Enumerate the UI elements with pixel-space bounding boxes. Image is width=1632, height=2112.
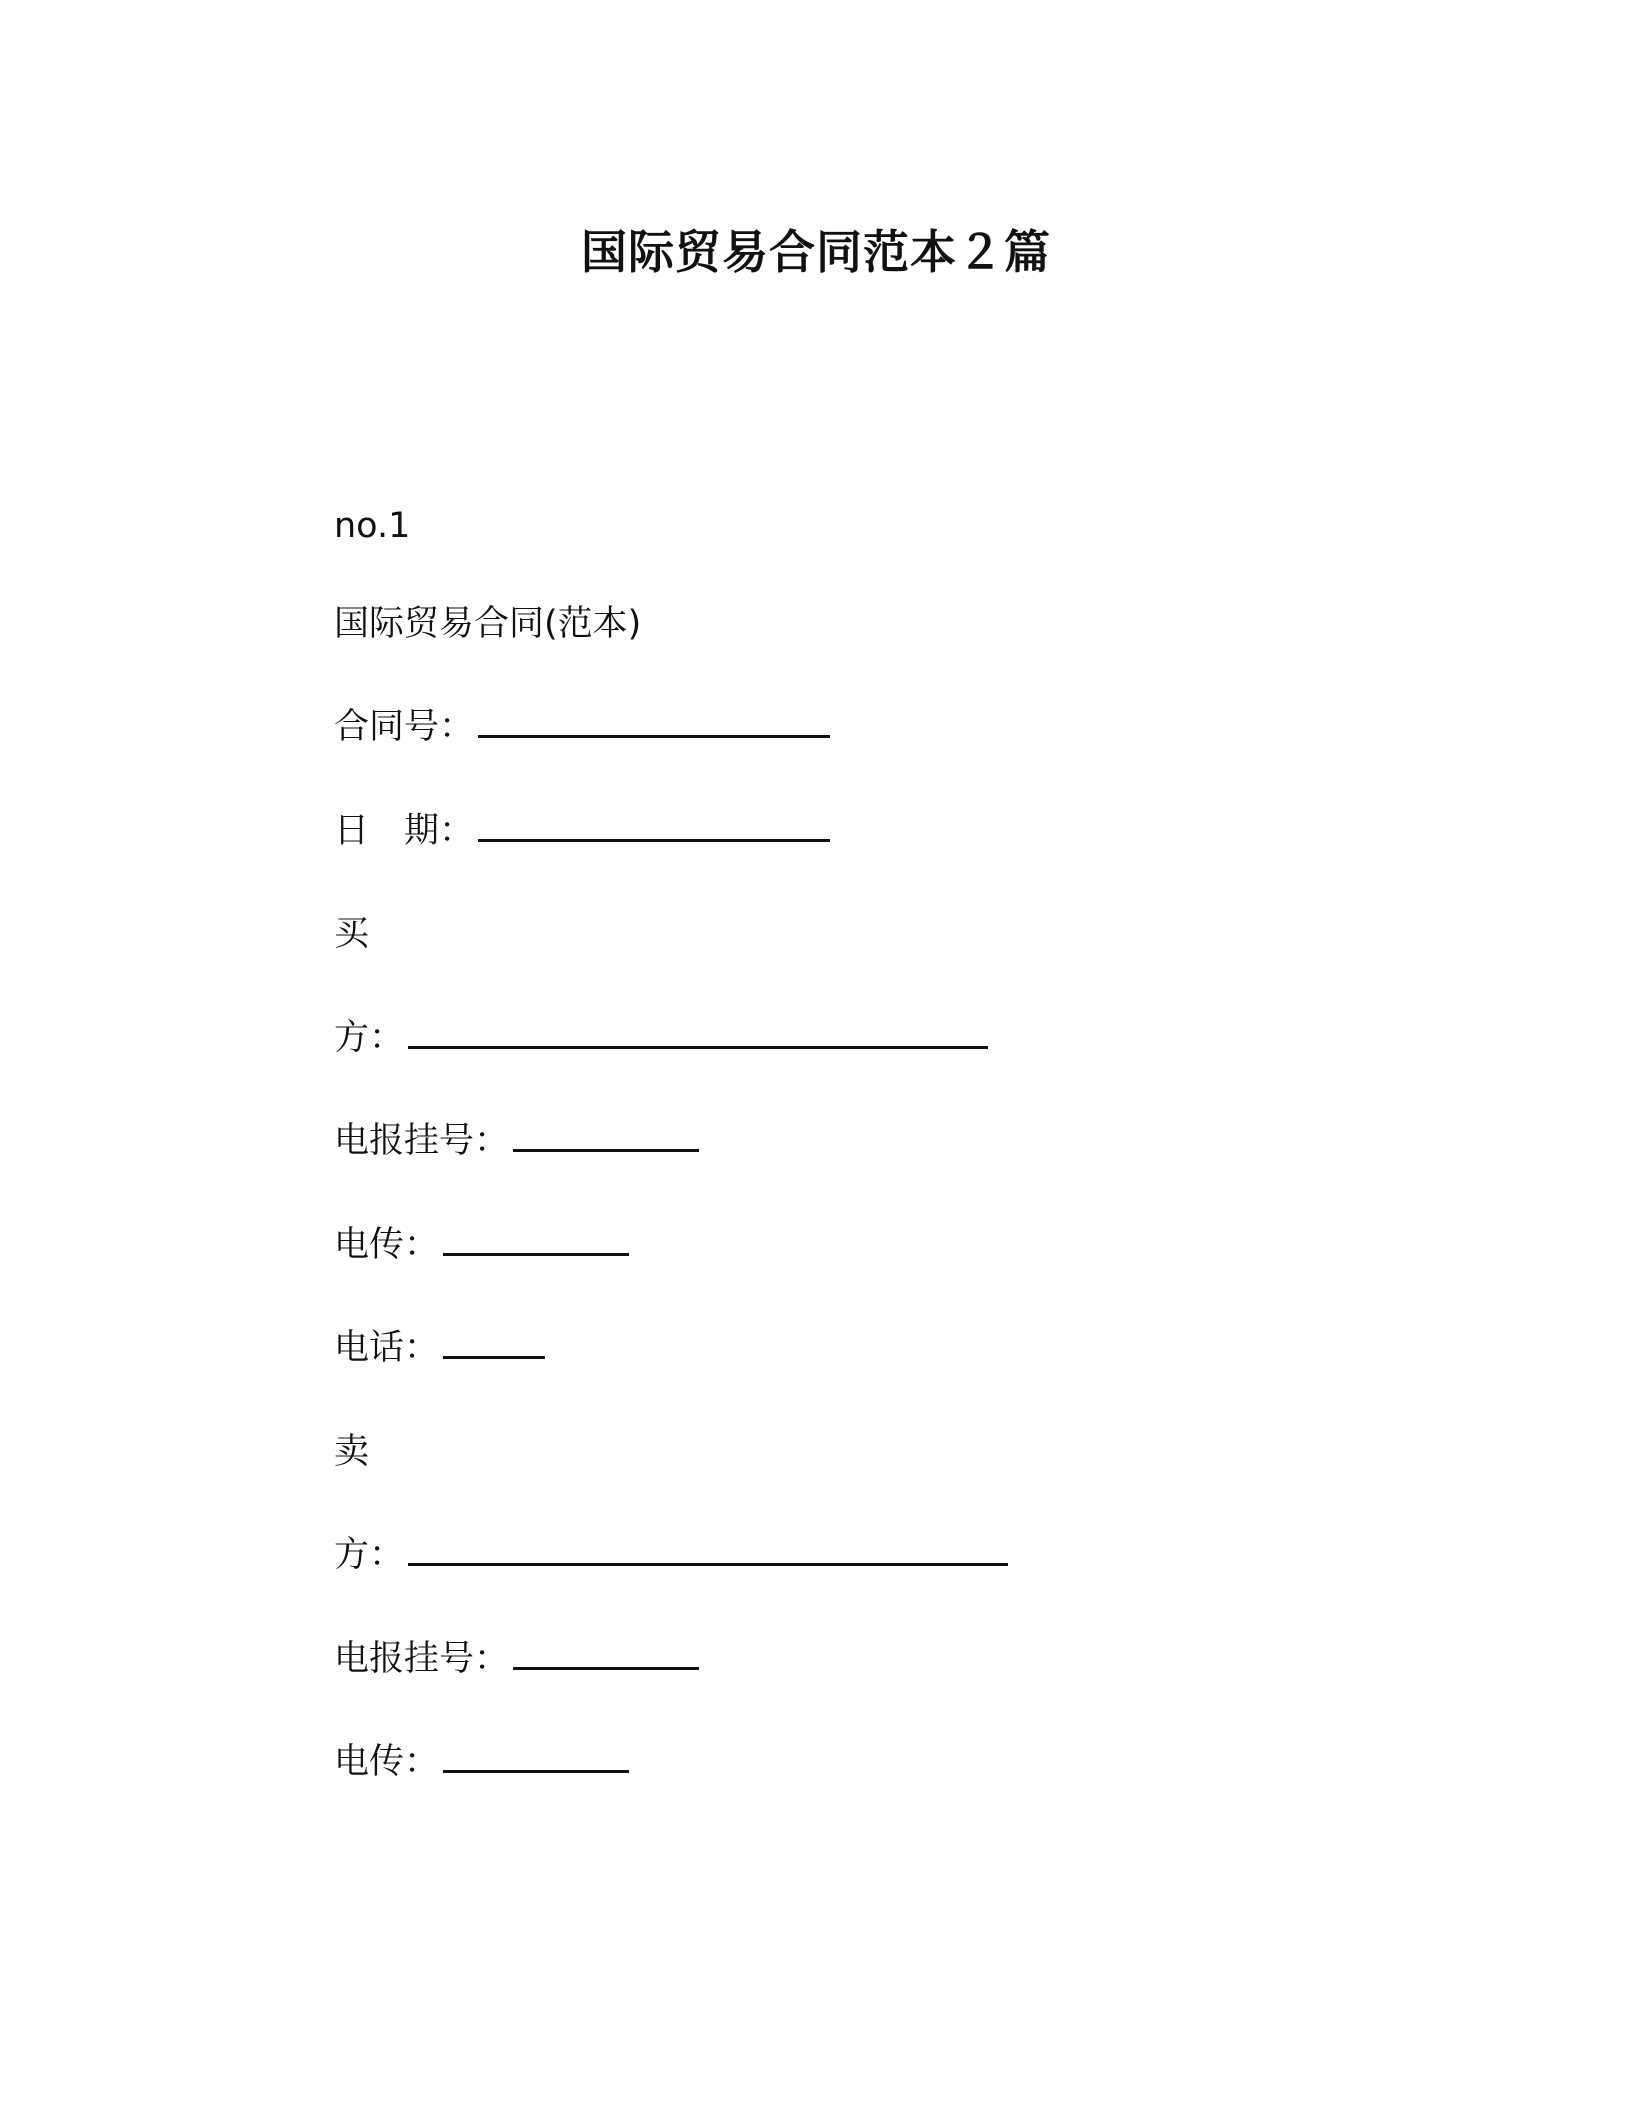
contract-heading: 国际贸易合同(范本): [334, 604, 642, 644]
contract-number-label: 合同号：: [334, 707, 475, 747]
seller-telegraph-line: [334, 1635, 699, 1683]
buyer-phone-blank[interactable]: [443, 1326, 545, 1359]
buyer-telegraph-line: [334, 1117, 699, 1165]
seller-line: [334, 1531, 1008, 1579]
buyer-phone-label: 电话：: [334, 1328, 440, 1368]
document-title: 国际贸易合同范本２篇: [581, 225, 1051, 279]
seller-telegraph-label: 电报挂号：: [334, 1639, 510, 1679]
seller-name-blank[interactable]: [408, 1533, 1008, 1566]
contract-number-blank[interactable]: [478, 705, 830, 738]
date-line: [334, 807, 830, 855]
seller-telex-label: 电传：: [334, 1742, 440, 1782]
buyer-telegraph-blank[interactable]: [513, 1119, 699, 1152]
section-number: no.1: [334, 506, 411, 546]
buyer-label-top: 买: [334, 914, 370, 954]
buyer-label: 方：: [334, 1018, 405, 1058]
buyer-telex-blank[interactable]: [443, 1223, 629, 1256]
contract-number-line: [334, 703, 830, 751]
buyer-telegraph-label: 电报挂号：: [334, 1121, 510, 1161]
seller-label-top: 卖: [334, 1432, 370, 1472]
buyer-line: [334, 1014, 988, 1062]
seller-telex-line: [334, 1738, 629, 1786]
buyer-telex-label: 电传：: [334, 1225, 440, 1265]
seller-telex-blank[interactable]: [443, 1740, 629, 1773]
date-blank[interactable]: [478, 809, 830, 842]
date-label: 日 期：: [334, 811, 475, 851]
buyer-phone-line: [334, 1324, 545, 1372]
buyer-telex-line: [334, 1221, 629, 1269]
seller-label: 方：: [334, 1535, 405, 1575]
seller-telegraph-blank[interactable]: [513, 1637, 699, 1670]
buyer-name-blank[interactable]: [408, 1016, 988, 1049]
